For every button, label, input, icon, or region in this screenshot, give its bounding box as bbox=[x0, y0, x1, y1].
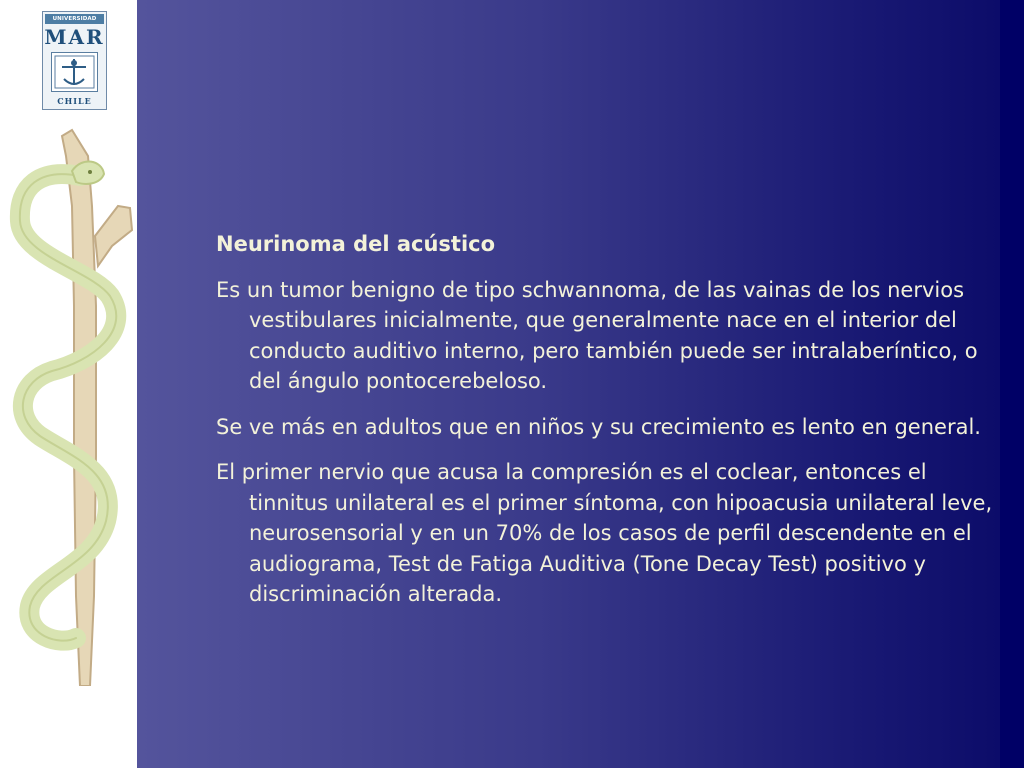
rod-of-asclepius-icon bbox=[0, 126, 137, 686]
logo-name: MAR bbox=[44, 25, 105, 49]
logo-top-text: UNIVERSIDAD bbox=[45, 14, 104, 24]
university-logo bbox=[42, 11, 107, 110]
logo-crest-icon bbox=[51, 52, 98, 92]
slide-heading: Neurinoma del acústico bbox=[216, 232, 496, 256]
paragraph-1: Es un tumor benigno de tipo schwannoma, de las vainas de los nervios vestibulares inicialmente, que generalmente nace en el interior del conducto auditivo interno, pero también puede ser intralaberíntico, o del ángulo pontocerebeloso. bbox=[216, 277, 978, 393]
paragraph-2: Se ve más en adultos que en niños y su crecimiento es lento en general. bbox=[216, 414, 981, 439]
right-edge-strip bbox=[1000, 0, 1024, 768]
logo-bottom-text: CHILE bbox=[57, 96, 92, 106]
paragraph-3: El primer nervio que acusa la compresión es el coclear, entonces el tinnitus unilateral es el primer síntoma, con hipoacusia unilateral leve, neurosensorial y en un 70% de los casos de perfil descendente en el audiograma, Test de Fatiga Auditiva (Tone Decay Test) positivo y discriminación alterada. bbox=[216, 460, 993, 606]
sidebar bbox=[0, 0, 137, 768]
crest-drawing-icon bbox=[52, 53, 97, 91]
slide-text bbox=[216, 229, 1002, 625]
